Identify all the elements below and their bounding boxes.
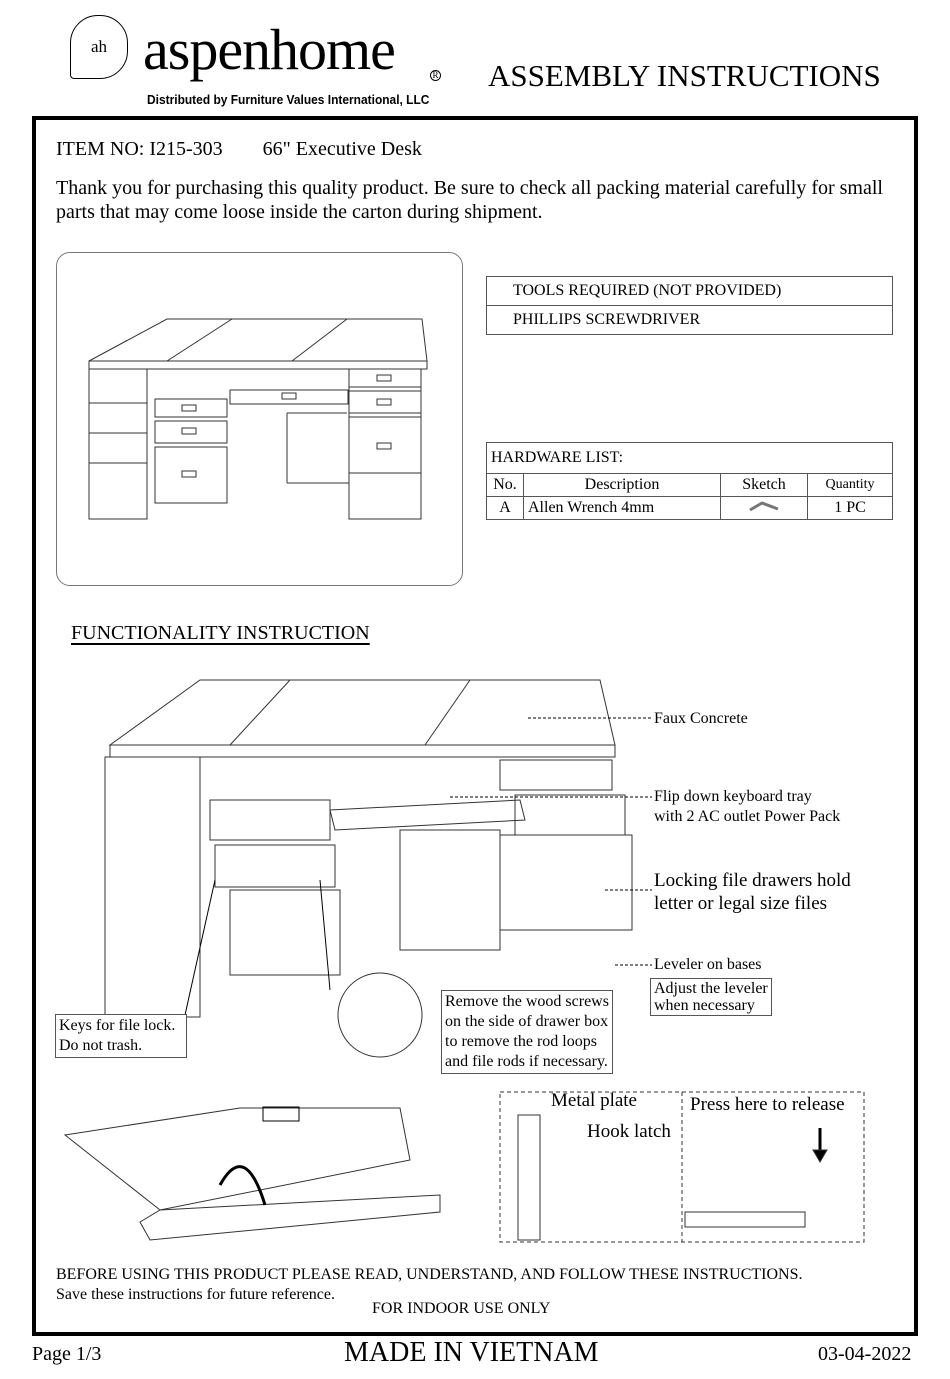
callout-adjust-line1: Adjust the leveler: [654, 980, 768, 997]
table-row: [487, 497, 893, 520]
desk-drawing: [57, 253, 462, 585]
callout-tray-line1: Flip down keyboard tray: [654, 788, 812, 805]
callout-screws-line3: to remove the rod loops: [445, 1033, 597, 1050]
col-quantity: Quantity: [808, 474, 893, 497]
callout-leveler: Leveler on bases: [654, 956, 762, 973]
desk-overview-image: [56, 252, 463, 586]
callout-screws-line2: on the side of drawer box: [445, 1013, 609, 1030]
tools-table: [486, 276, 893, 335]
allen-wrench-icon: [721, 497, 808, 520]
logo-mark: ah: [70, 15, 128, 79]
callout-keys-line2: Do not trash.: [59, 1037, 143, 1054]
callout-remove-screws: [441, 990, 613, 1074]
brand-name: aspenhome: [143, 17, 395, 82]
col-description: Description: [524, 474, 721, 497]
date-text: 03-04-2022: [818, 1343, 912, 1365]
row-description: Allen Wrench 4mm: [524, 497, 721, 520]
callout-keyboard-tray: [654, 787, 840, 827]
callout-metal-plate: Metal plate: [551, 1090, 637, 1111]
callout-lock-line2: letter or legal size files: [654, 893, 828, 914]
hardware-title: HARDWARE LIST:: [487, 443, 893, 474]
callout-locking-drawers: [654, 869, 851, 915]
col-no: No.: [487, 474, 524, 497]
intro-text: Thank you for purchasing this quality product. Be sure to check all packing material carefully for small parts that may come loose inside the carton during shipment.: [56, 177, 883, 223]
distributor: Distributed by Furniture Values International, LLC: [147, 92, 430, 107]
page-number: Page 1/3: [32, 1343, 102, 1365]
callout-keys: [55, 1014, 187, 1058]
callout-screws-line1: Remove the wood screws: [445, 993, 609, 1010]
row-no: A: [487, 497, 524, 520]
functionality-title: FUNCTIONALITY INSTRUCTION: [71, 622, 370, 644]
row-quantity: 1 PC: [808, 497, 893, 520]
callout-screws-line4: and file rods if necessary.: [445, 1053, 608, 1070]
item-number: ITEM NO: I215-303: [56, 138, 223, 160]
callout-faux-concrete: Faux Concrete: [654, 710, 748, 727]
callout-adjust-line2: when necessary: [654, 997, 755, 1014]
warning-text: BEFORE USING THIS PRODUCT PLEASE READ, UNDERSTAND, AND FOLLOW THESE INSTRUCTIONS.: [56, 1266, 803, 1283]
tools-header: TOOLS REQUIRED (NOT PROVIDED): [487, 277, 893, 306]
callout-adjust-leveler: [650, 978, 772, 1016]
callout-tray-line2: with 2 AC outlet Power Pack: [654, 808, 841, 825]
registered-mark: R: [430, 70, 441, 81]
callout-hook-latch: Hook latch: [587, 1121, 671, 1142]
hardware-table: [486, 442, 893, 520]
save-text: Save these instructions for future reference.: [56, 1286, 335, 1303]
item-name: 66" Executive Desk: [262, 138, 422, 160]
item-line: [56, 138, 462, 161]
functionality-drawing: [0, 660, 950, 1260]
callout-press-release: Press here to release: [690, 1094, 845, 1115]
origin-text: MADE IN VIETNAM: [344, 1337, 599, 1368]
col-sketch: Sketch: [721, 474, 808, 497]
callout-lock-line1: Locking file drawers hold: [654, 870, 851, 891]
callout-keys-line1: Keys for file lock.: [59, 1017, 176, 1034]
page-title: ASSEMBLY INSTRUCTIONS: [488, 58, 881, 93]
tool-item: PHILLIPS SCREWDRIVER: [487, 306, 893, 335]
indoor-text: FOR INDOOR USE ONLY: [372, 1300, 551, 1317]
